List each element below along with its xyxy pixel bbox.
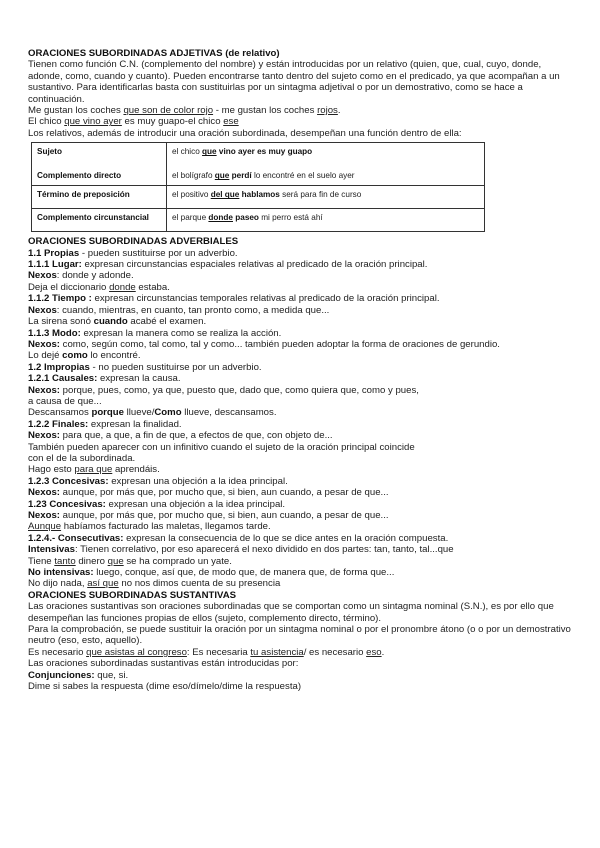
impropias-line: 1.2 Impropias - no pueden sustituirse por un adverbio. — [28, 361, 262, 373]
finales-example: Hago esto para que aprendáis. — [28, 464, 160, 476]
function-label-cc: Complemento circunstancial — [32, 209, 167, 232]
lugar-line: 1.1.1 Lugar: expresan circunstancias espaciales relativas al predicado de la oración principal. — [28, 259, 428, 271]
propias-line: 1.1 Propias - pueden sustituirse por un adverbio. — [28, 247, 238, 259]
finales-line: 1.2.2 Finales: expresan la finalidad. — [28, 418, 182, 430]
causales-line: 1.2.1 Causales: expresan la causa. — [28, 373, 181, 385]
causales-example: Descansamos porque llueve/Como llueve, descansamos. — [28, 407, 277, 419]
modo-example: Lo dejé como lo encontré. — [28, 350, 141, 362]
adjetivas-example-2: El chico que vino ayer es muy guapo-el chico ese — [28, 116, 239, 128]
concesivas-line: 1.2.3 Concesivas: expresan una objeción a la idea principal. — [28, 475, 288, 487]
concesivas-nexos-repeat: Nexos: aunque, por más que, por mucho que, si bien, aun cuando, a pesar de que... — [28, 510, 389, 521]
function-label-termino: Término de preposición — [32, 186, 167, 209]
lugar-example: Deja el diccionario donde estaba. — [28, 281, 170, 293]
conjunciones-example: Dime si sabes la respuesta (dime eso/dímelo/dime la respuesta) — [28, 681, 302, 693]
relativos-function-table — [31, 142, 485, 232]
table-row — [32, 209, 485, 232]
example-sujeto: el chico que vino ayer es muy guapo — [172, 147, 313, 157]
lugar-nexos: Nexos: donde y adonde. — [28, 270, 134, 282]
sustantivas-paragraph-3: Las oraciones subordinadas sustantivas están introducidas por: — [28, 658, 299, 670]
adverbiales-heading: ORACIONES SUBORDINADAS ADVERBIALES — [28, 236, 239, 248]
intensivas-example: Tiene tanto dinero que se ha comprado un yate. — [28, 555, 232, 567]
document-page — [28, 48, 574, 693]
adjetivas-intro-paragraph: Tienen como función C.N. (complemento del nombre) y están introducidas por un relativo (quien, que, cual, cuyo, donde, adonde, como, cuando y cuanto). Pueden encontrarse tanto dentro del sujeto como en el predicado, ya que acompañan a un sustantivo. Para identificarlas basta con sustituirlas por un sintagma adjetival o por un demostrativo, como se hace a continuación. — [28, 59, 560, 105]
example-cc: el parque donde paseo mi perro está ahí — [167, 209, 485, 232]
concesivas-line-repeat: 1.23 Concesivas: expresan una objeción a la idea principal. — [28, 498, 286, 510]
adjetivas-relativos-paragraph: Los relativos, además de introducir una oración subordinada, desempeñan una función dentro de ella: — [28, 127, 462, 139]
table-row — [32, 143, 485, 186]
causales-nexos-cont: a causa de que... — [28, 395, 102, 407]
finales-note-2: con el de la subordinada. — [28, 452, 136, 464]
concesivas-example: Aunque habíamos facturado las maletas, llegamos tarde. — [28, 521, 271, 533]
concesivas-nexos: Nexos: aunque, por más que, por mucho que, si bien, aun cuando, a pesar de que... — [28, 487, 389, 499]
finales-note-1: También pueden aparecer con un infinitivo cuando el sujeto de la oración principal coincide — [28, 441, 415, 453]
tiempo-example: La sirena sonó cuando acabé el examen. — [28, 316, 207, 328]
sustantivas-heading: ORACIONES SUBORDINADAS SUSTANTIVAS — [28, 589, 237, 601]
example-termino: el positivo del que hablamos será para fin de curso — [167, 186, 485, 209]
table-cell-example — [167, 143, 485, 186]
no-intensivas-line: No intensivas: luego, conque, así que, de modo que, de manera que, de forma que... — [28, 567, 395, 579]
sustantivas-example: Es necesario que asistas al congreso: Es necesaria tu asistencia/ es necesario eso. — [28, 646, 385, 658]
example-cd: el bolígrafo que perdí lo encontré en el suelo ayer — [172, 171, 355, 181]
table-row — [32, 186, 485, 209]
conjunciones-line: Conjunciones: que, si. — [28, 669, 129, 681]
sustantivas-paragraph-2: Para la comprobación, se puede sustituir la oración por un sintagma nominal o por el pronombre átono (o o por un demostrativo neutro (eso, esto, aquello). — [28, 624, 571, 647]
function-label-sujeto: Sujeto — [37, 147, 63, 157]
function-label-cd: Complemento directo — [37, 171, 122, 181]
causales-nexos: Nexos: porque, pues, como, ya que, puesto que, dado que, como quiera que, como y pues, — [28, 384, 419, 396]
tiempo-line: 1.1.2 Tiempo : expresan circunstancias temporales relativas al predicado de la oración principal. — [28, 293, 440, 305]
table-cell-function — [32, 143, 167, 186]
no-intensivas-example: No dijo nada, así que no nos dimos cuenta de su presencia — [28, 578, 281, 590]
modo-nexos: Nexos: como, según como, tal como, tal y como... también pueden adoptar la forma de oraciones de gerundio. — [28, 338, 500, 350]
adjetivas-example-1: Me gustan los coches que son de color rojo - me gustan los coches rojos. — [28, 105, 341, 117]
consecutivas-line: 1.2.4.- Consecutivas: expresan la consecuencia de lo que se dice antes en la oración compuesta. — [28, 532, 449, 544]
finales-nexos: Nexos: para que, a que, a fin de que, a efectos de que, con objeto de... — [28, 430, 333, 442]
intensivas-line: Intensivas: Tienen correlativo, por eso aparecerá el nexo dividido en dos partes: tan, tanto, tal...que — [28, 544, 454, 556]
adjetivas-heading: ORACIONES SUBORDINADAS ADJETIVAS (de relativo) — [28, 48, 280, 59]
sustantivas-paragraph-1: Las oraciones sustantivas son oraciones subordinadas que se comportan como un sintagma nominal (S.N.), es por ello que desempeñan las funciones propias de ellos (sujeto, complemento directo, término). — [28, 601, 554, 624]
tiempo-nexos: Nexos: cuando, mientras, en cuanto, tan pronto como, a medida que... — [28, 304, 330, 316]
modo-line: 1.1.3 Modo: expresan la manera como se realiza la acción. — [28, 327, 282, 339]
